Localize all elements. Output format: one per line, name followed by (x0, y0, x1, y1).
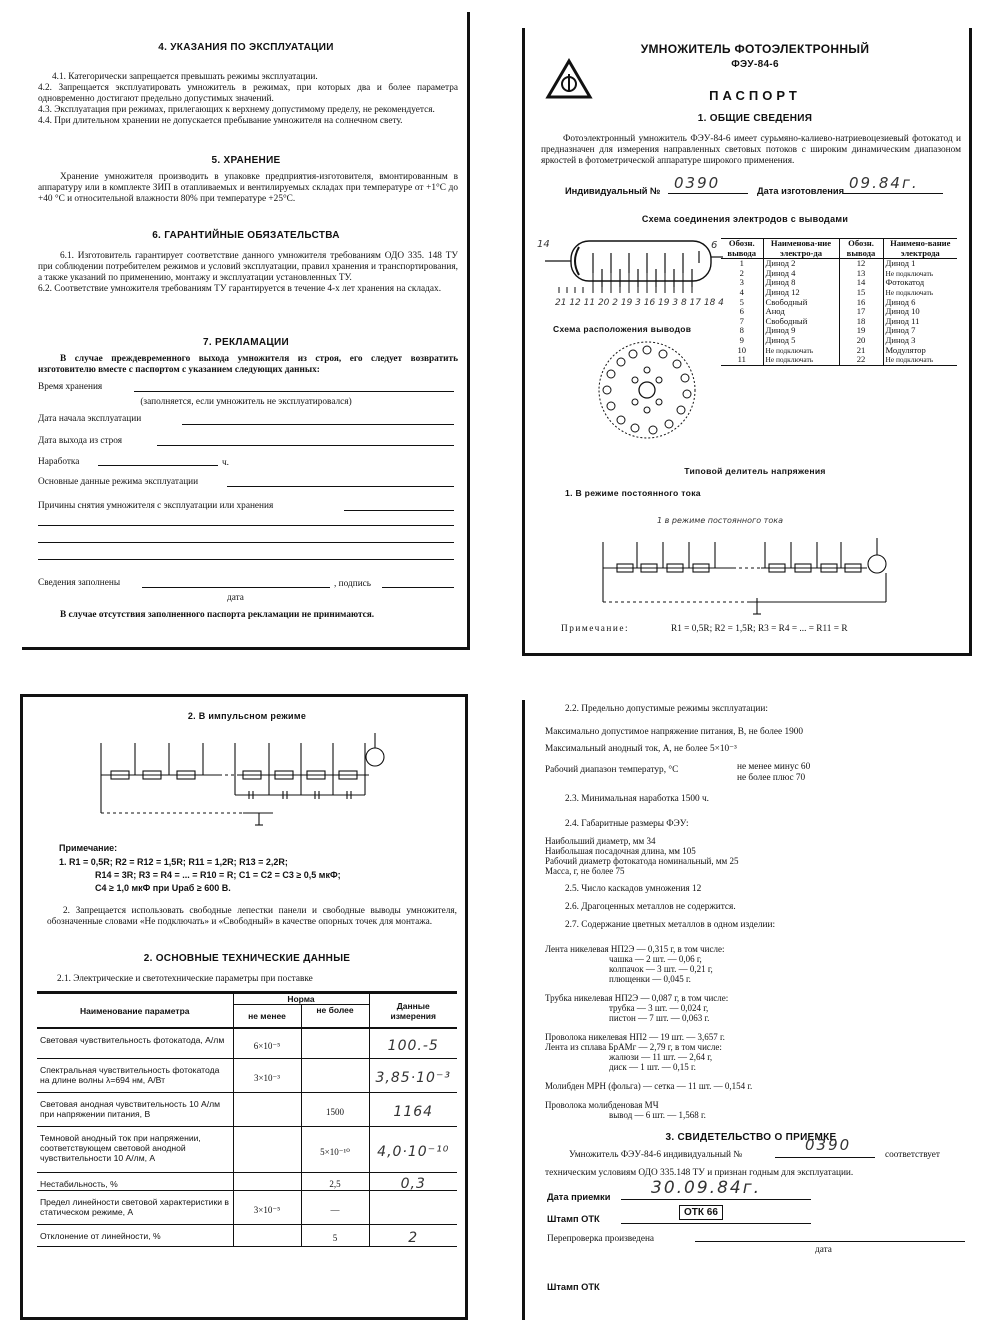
pin-table-cell: Динод 10 (885, 306, 920, 317)
field-storage-line[interactable] (134, 379, 454, 392)
pin-table-cell: Не подключать (763, 355, 839, 365)
param-min-cell (233, 1172, 301, 1190)
field-date-caption: дата (227, 593, 244, 603)
pin-table-cell: Не подключать (763, 346, 839, 356)
pin-table-cell: 2 (721, 269, 763, 279)
dimension-item: Масса, г, не более 75 (545, 866, 625, 876)
pin-layout-title: Схема расположения выводов (553, 324, 692, 334)
recheck-label: Перепроверка произведена (547, 1234, 655, 1244)
metal-item: колпачок — 3 шт. — 0,21 г, (609, 964, 713, 974)
th-norm: Норма (233, 993, 369, 1005)
pin-table-cell: 15 (839, 288, 883, 298)
field-fail-label: Дата выхода из строя (38, 436, 123, 446)
metal-item: Проволока молибденовая МЧ (545, 1100, 659, 1110)
field-fail-line[interactable] (157, 433, 454, 446)
param-max-cell: 2,5 (301, 1172, 369, 1190)
metal-item: Трубка никелевая НП2Э — 0,087 г, в том числе: (545, 993, 729, 1003)
pin-table-cell: Не подключать (885, 268, 934, 278)
acceptance-number-value: 0390 (805, 1136, 852, 1154)
recheck-date-caption: дата (815, 1245, 832, 1255)
field-hours-label: Наработка (38, 457, 80, 467)
section-4-text: 4.1. Категорически запрещается превышать режимы эксплуатации. 4.2. Запрещается эксплуатировать умножитель в режимах, при которых два и более параметра одновременно достигают предельно допустимых значений. 4.3. Эксплуатация при режимах, прилегающих к верхнему допустимому пределу, не рекомендуется. 4.4. При длительном хранении не допускается пребывание умножителя на солнечном свету. (38, 72, 458, 126)
tube-pin-left: 14 (537, 239, 550, 250)
param-max-cell (301, 1058, 369, 1092)
metal-item: Лента из сплава БрАМг — 2,79 г, в том числе: (545, 1042, 722, 1052)
param-max-cell: — (301, 1190, 369, 1224)
dc-note-text: R1 = 0,5R; R2 = 1,5R; R3 = R4 = ... = R11 = R (671, 624, 848, 634)
pin-table-cell: 12 (839, 259, 883, 269)
section-3-title: 3. СВИДЕТЕЛЬСТВО О ПРИЕМКЕ (665, 1132, 837, 1143)
param-name-cell: Предел линейности световой характеристики в статическом режиме, А (37, 1190, 233, 1224)
param-max-cell: 5×10⁻¹⁰ (301, 1126, 369, 1172)
pin-table-cell: Свободный (763, 317, 839, 327)
param-name-cell: Нестабильность, % (37, 1172, 233, 1190)
param-measured-cell[interactable]: 4,0·10⁻¹⁰ (369, 1126, 457, 1172)
pin-table-cell: 14 (839, 278, 883, 288)
pin-table-cell: 22 (839, 355, 883, 365)
pulse-divider-circuit (93, 729, 393, 829)
section-23: 2.3. Минимальная наработка 1500 ч. (565, 794, 710, 804)
acceptance-line-2: соответствует (885, 1150, 940, 1160)
manufacture-date-label: Дата изготовления (757, 186, 845, 196)
pin-table-cell: Динод 11 (885, 315, 920, 326)
pin-table-cell: 5 (721, 298, 763, 308)
scheme-title: Схема соединения электродов с выводами (641, 214, 849, 224)
table-row (37, 1224, 457, 1246)
pin-table-cell: 6 (721, 307, 763, 317)
temp-range-label: Рабочий диапазон температур, °С (545, 765, 679, 775)
individual-number-field[interactable] (668, 174, 748, 194)
pulse-note-4: 2. Запрещается использовать свободные лепестки панели и свободные выводы умножителя, обозначенные словами «Не подключать» и «Свободный» в качестве опорных точек для монтажа. (47, 906, 457, 927)
param-measured-cell[interactable]: 100.-5 (369, 1028, 457, 1058)
acceptance-line-1: Умножитель ФЭУ-84-6 индивидуальный № (569, 1150, 743, 1160)
pin-table-cell: 19 (839, 326, 883, 336)
dc-hand-note: 1 в режиме постоянного тока (657, 516, 783, 525)
section-6-text: 6.1. Изготовитель гарантирует соответствие данного умножителя требованиям ОДО 335. 148 ТУ при соблюдении потребителем режимов и условий эксплуатации, правил хранения и транспортирования, а также указаний по применению, монтажу и эксплуатации установленных ТУ. 6.2. Соответствие умножителя требованиям ТУ гарантируется в течение 4-х лет хранения на складах. (38, 251, 458, 294)
pin-table-cell: 11 (721, 355, 763, 365)
param-min-cell (233, 1092, 301, 1126)
section-21-title: 2.1. Электрические и светотехнические параметры при поставке (57, 974, 313, 984)
page-passport (522, 28, 972, 656)
param-min-cell (233, 1224, 301, 1246)
param-name-cell: Световая анодная чувствительность 10 А/лм при напряжении питания, В (37, 1092, 233, 1126)
tube-pin-right: 6 (711, 240, 718, 251)
pin-table-header: Обозн. вывода (721, 239, 763, 259)
param-max-cell: 5 (301, 1224, 369, 1246)
param-min-cell: 6×10⁻⁵ (233, 1028, 301, 1058)
metal-item: чашка — 2 шт. — 0,06 г, (609, 954, 702, 964)
divider-title: Типовой делитель напряжения (684, 466, 826, 476)
individual-number-value: 0390 (674, 174, 721, 192)
section-6-title: 6. ГАРАНТИЙНЫЕ ОБЯЗАТЕЛЬСТВА (152, 230, 340, 241)
pin-layout-diagram (587, 340, 707, 440)
acceptance-date-label: Дата приемки (547, 1192, 611, 1202)
section-2-title: 2. ОСНОВНЫЕ ТЕХНИЧЕСКИЕ ДАННЫЕ (143, 953, 351, 964)
pin-table-cell: 4 (721, 288, 763, 298)
metal-item: Молибден МРН (фольга) — сетка — 11 шт. — 0,154 г. (545, 1081, 753, 1091)
pin-table-header: Обозн. вывода (839, 239, 883, 259)
pulse-mode-title: 2. В импульсном режиме (187, 711, 307, 721)
field-storage-note: (заполняется, если умножитель не эксплуатировался) (140, 397, 352, 407)
pin-table-cell: Анод (763, 307, 839, 317)
page-pulse-mode (20, 694, 468, 1320)
param-max-cell (301, 1028, 369, 1058)
pin-table-cell: Динод 5 (763, 336, 839, 346)
th-min: не менее (233, 1005, 301, 1029)
metal-item: пистон — 7 шт. — 0,063 г. (609, 1013, 710, 1023)
section-7-final: В случае отсутствия заполненного паспорта рекламации не принимаются. (60, 610, 375, 620)
pin-table-cell: 16 (839, 298, 883, 308)
metal-item: Проволока никелевая НП2 — 19 шт. — 3,657 г. (545, 1032, 725, 1042)
section-27: 2.7. Содержание цветных металлов в одном изделии: (565, 920, 776, 930)
pin-table-cell: 21 (839, 346, 883, 356)
pin-table-cell: Динод 8 (763, 278, 839, 288)
dc-divider-circuit (597, 528, 897, 618)
pin-table-cell: 13 (839, 269, 883, 279)
pin-table-cell: 10 (721, 346, 763, 356)
table-row (37, 1058, 457, 1092)
section-4-title: 4. УКАЗАНИЯ ПО ЭКСПЛУАТАЦИИ (158, 42, 334, 53)
field-reason-line-3[interactable] (38, 530, 454, 543)
metal-item: диск — 1 шт. — 0,15 г. (609, 1062, 696, 1072)
pin-table-cell: Фотокатод (885, 277, 925, 288)
param-measured-cell[interactable]: 0,3 (369, 1172, 457, 1190)
pin-table-cell: Динод 12 (763, 288, 839, 298)
param-min-cell: 3×10⁻⁵ (233, 1190, 301, 1224)
pin-table-cell: 1 (721, 259, 763, 269)
manufacture-date-value: 09.84г. (849, 174, 919, 192)
stamp-otk-label: Штамп ОТК (547, 1214, 600, 1224)
manufacture-date-field[interactable] (843, 174, 943, 194)
section-24: 2.4. Габаритные размеры ФЭУ: (565, 819, 689, 829)
dimensions-list (545, 836, 739, 876)
pin-table-cell: 7 (721, 317, 763, 327)
field-sign-label: , подпись (334, 579, 372, 589)
table-row (37, 1126, 457, 1172)
acceptance-date-field[interactable] (621, 1180, 811, 1200)
parameters-table (37, 991, 457, 1247)
metal-item: трубка — 3 шт. — 0,024 г, (609, 1003, 709, 1013)
pin-table-row (721, 288, 957, 298)
acceptance-date-value: 30.09.84г. (651, 1178, 762, 1198)
individual-number-label: Индивидуальный № (565, 186, 661, 196)
pin-table-cell: 20 (839, 336, 883, 346)
pin-table-header: Наименова-ние электро-да (763, 239, 839, 259)
field-start-label: Дата начала эксплуатации (38, 414, 142, 424)
pin-table-cell: 9 (721, 336, 763, 346)
max-voltage: Максимально допустимое напряжение питания, В, не более 1900 (545, 727, 804, 737)
acceptance-number-field[interactable] (775, 1136, 875, 1158)
pin-table-row (721, 298, 957, 308)
section-7-title: 7. РЕКЛАМАЦИИ (203, 337, 289, 348)
field-start-line[interactable] (182, 412, 454, 425)
pin-table (721, 238, 957, 366)
pin-table-row (721, 307, 957, 317)
pin-table-row (721, 278, 957, 288)
pin-table-row (721, 346, 957, 356)
dc-note-label: Примечание: (561, 624, 630, 634)
dimension-item: Рабочий диаметр фотокатода номинальный, мм 25 (545, 856, 739, 866)
pulse-note-label: Примечание: (59, 843, 118, 853)
pin-table-cell: 3 (721, 278, 763, 288)
metal-item: жалюзи — 11 шт. — 2,64 г, (609, 1052, 713, 1062)
stamp-otk-2-label: Штамп ОТК (547, 1282, 600, 1292)
pin-table-cell: Не подключать (883, 355, 957, 365)
section-26: 2.6. Драгоценных металлов не содержится. (565, 902, 736, 912)
field-reason-label: Причины снятия умножителя с эксплуатации или хранения (38, 501, 274, 511)
section-1-text: Фотоэлектронный умножитель ФЭУ-84-6 имеет сурьмяно-калиево-натриевоцезиевый фотокатод и предназначен для измерения направленных световых потоков с широким динамическим диапазоном яркостей в фотометрической аппаратуре широкого применения. (541, 134, 961, 166)
pin-table-row (721, 259, 957, 269)
param-measured-cell[interactable]: 2 (369, 1224, 457, 1246)
table-row (37, 1028, 457, 1058)
field-reason-line-2[interactable] (38, 513, 454, 526)
passport-title: УМНОЖИТЕЛЬ ФОТОЭЛЕКТРОННЫЙ (640, 42, 870, 56)
field-filled-label: Сведения заполнены (38, 578, 121, 588)
param-name-cell: Отклонение от линейности, % (37, 1224, 233, 1246)
max-anode-current: Максимальный анодный ток, А, не более 5×10⁻³ (545, 744, 737, 754)
field-mode-line[interactable] (227, 474, 454, 487)
metals-list (545, 944, 965, 1120)
dimension-item: Наибольшая посадочная длина, мм 105 (545, 846, 696, 856)
field-mode-label: Основные данные режима эксплуатации (38, 477, 199, 487)
section-5-title: 5. ХРАНЕНИЕ (211, 155, 281, 166)
th-parameter: Наименование параметра (37, 993, 233, 1029)
pin-table-cell: Динод 6 (885, 296, 916, 307)
field-sign-line[interactable] (382, 575, 454, 588)
param-measured-cell[interactable]: 1164 (369, 1092, 457, 1126)
field-reason-line-4[interactable] (38, 547, 454, 560)
param-name-cell: Световая чувствительность фотокатода, А/лм (37, 1028, 233, 1058)
pulse-note-2: R14 = 3R; R3 = R4 = ... = R10 = R; C1 = C2 = C3 ≥ 0,5 мкФ; (95, 870, 341, 880)
metal-item: плющенки — 0,045 г. (609, 974, 691, 984)
pin-table-cell: Свободный (763, 298, 839, 308)
param-name-cell: Спектральная чувствительность фотокатода на длине волны λ=694 нм, А/Вт (37, 1058, 233, 1092)
th-measured: Данные измерения (369, 993, 457, 1029)
pin-table-row (721, 355, 957, 365)
otk-stamp: ОТК 66 (679, 1205, 723, 1220)
table-row (37, 1172, 457, 1190)
pulse-note-3: C4 ≥ 1,0 мкФ при Uраб ≥ 600 В. (95, 883, 231, 893)
tube-pin-numbers: 21 12 11 20 2 19 3 16 19 3 8 17 18 4 (555, 298, 724, 308)
recheck-field[interactable] (695, 1228, 965, 1242)
pin-table-cell: Динод 7 (885, 325, 916, 336)
pin-table-cell: Динод 1 (885, 258, 916, 269)
manufacturer-logo-icon (545, 58, 593, 100)
pulse-note-1: 1. R1 = 0,5R; R2 = R12 = 1,5R; R11 = 1,2R; R13 = 2,2R; (59, 857, 288, 867)
page-operation-instructions (22, 12, 470, 650)
acceptance-line-3: техническим условиям ОДО 335.148 ТУ и признан годным для эксплуатации. (545, 1168, 854, 1178)
passport-heading: ПАСПОРТ (709, 88, 801, 103)
pin-table-cell: Модулятор (885, 344, 926, 355)
field-filled-line[interactable] (142, 575, 330, 588)
pin-table-cell: Динод 2 (763, 259, 839, 269)
pin-table-cell: 8 (721, 326, 763, 336)
th-max: не более (301, 1005, 369, 1029)
param-min-cell (233, 1126, 301, 1172)
pin-table-cell: Не подключать (885, 287, 934, 297)
pin-table-cell: Динод 9 (763, 326, 839, 336)
temp-max: не более плюс 70 (737, 773, 806, 783)
param-measured-cell[interactable] (369, 1190, 457, 1224)
pin-table-header: Наимено-вание электрода (890, 238, 951, 258)
dc-mode-title: 1. В режиме постоянного тока (565, 488, 701, 498)
table-row (37, 1190, 457, 1224)
section-1-title: 1. ОБЩИЕ СВЕДЕНИЯ (697, 113, 813, 124)
param-name-cell: Темновой анодный ток при напряжении, соответствующем световой анодной чувствительности 10 А/лм, А (37, 1126, 233, 1172)
section-25: 2.5. Число каскадов умножения 12 (565, 884, 702, 894)
section-7-intro: В случае преждевременного выхода умножителя из строя, его следует возвратить изготовителю вместе с паспортом с указанием следующих данных: (38, 354, 458, 375)
metal-item: вывод — 6 шт. — 1,568 г. (609, 1110, 706, 1120)
dimension-item: Наибольший диаметр, мм 34 (545, 836, 656, 846)
section-5-text: Хранение умножителя производить в упаковке предприятия-изготовителя, вмонтированным в аппаратуру или в комплекте ЗИП в отапливаемых и вентилируемых складах при температуре от +1°С до +40 °С и относительной влажности 80% при температуре +25°С. (38, 172, 458, 204)
temp-min: не менее минус 60 (737, 762, 811, 772)
param-max-cell: 1500 (301, 1092, 369, 1126)
page-limits-and-acceptance (522, 700, 974, 1320)
pin-table-cell: Динод 4 (763, 269, 839, 279)
table-row (37, 1092, 457, 1126)
passport-model: ФЭУ-84-6 (731, 59, 779, 70)
section-22: 2.2. Предельно допустимые режимы эксплуатации: (565, 704, 768, 714)
param-measured-cell[interactable]: 3,85·10⁻³ (369, 1058, 457, 1092)
field-hours-line[interactable] (98, 453, 218, 466)
field-reason-line[interactable] (344, 498, 454, 511)
field-hours-unit: ч. (222, 458, 229, 468)
pin-table-row (721, 326, 957, 336)
pin-table-cell: Динод 3 (885, 334, 916, 345)
field-storage-label: Время хранения (38, 382, 103, 392)
metal-item: Лента никелевая НП2Э — 0,315 г, в том числе: (545, 944, 725, 954)
pin-table-row (721, 317, 957, 327)
pin-table-cell: 18 (839, 317, 883, 327)
param-min-cell: 3×10⁻³ (233, 1058, 301, 1092)
pin-table-cell: 17 (839, 307, 883, 317)
